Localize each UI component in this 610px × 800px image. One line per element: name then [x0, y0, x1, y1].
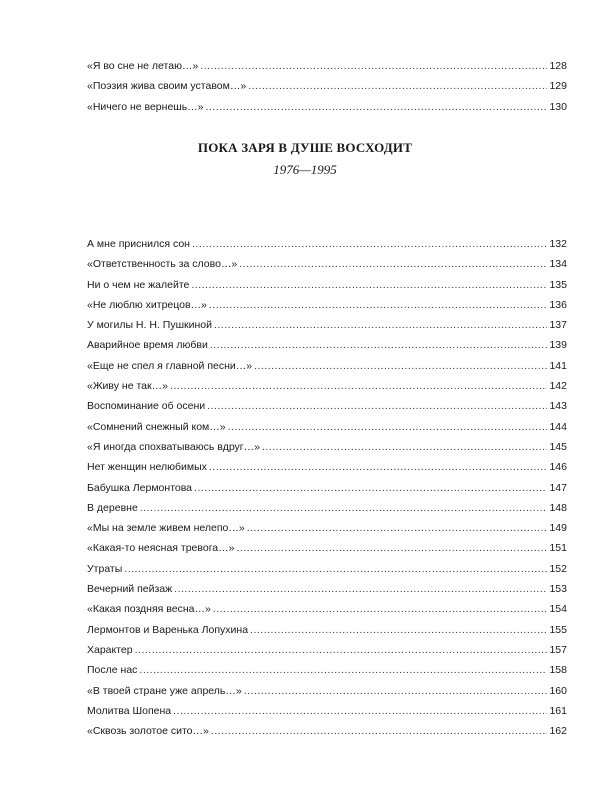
toc-dot-leader [262, 437, 548, 457]
toc-entry[interactable] [87, 335, 567, 355]
toc-entry-title: «Ответственность за слово…» [87, 258, 238, 271]
toc-dot-leader [236, 538, 547, 558]
toc-entry-page-number: 152 [549, 562, 567, 575]
toc-entry-title: А мне приснился сон [87, 238, 190, 250]
toc-entry[interactable] [87, 417, 567, 437]
toc-entry[interactable] [87, 660, 567, 680]
toc-entry[interactable] [87, 518, 567, 538]
toc-entry[interactable] [87, 295, 567, 315]
toc-entry[interactable] [87, 356, 567, 376]
toc-entry-page-number: 153 [549, 583, 567, 596]
toc-entry[interactable] [87, 640, 567, 660]
toc-entry[interactable] [87, 701, 567, 721]
toc-dot-leader [135, 640, 548, 660]
toc-entry-title: «Какая-то неясная тревога…» [87, 542, 235, 555]
toc-entry[interactable] [87, 478, 567, 498]
toc-entry-title: «Ничего не вернешь…» [87, 100, 204, 113]
toc-entry-title: Молитва Шопена [87, 704, 172, 717]
toc-dot-leader [209, 295, 548, 315]
toc-dot-leader [248, 76, 547, 96]
toc-dot-leader [192, 234, 547, 254]
toc-entry-title: У могилы Н. Н. Пушкиной [87, 319, 212, 332]
toc-entry-page-number: 135 [549, 278, 567, 291]
toc-dot-leader [247, 518, 548, 538]
toc-entry[interactable] [87, 97, 567, 117]
toc-entry-title: «Я иногда спохватываюсь вдруг…» [87, 440, 260, 453]
toc-entry[interactable] [87, 681, 567, 701]
toc-entry[interactable] [87, 620, 567, 640]
toc-entry-page-number: 128 [549, 60, 567, 72]
toc-entry[interactable] [87, 599, 567, 619]
toc-entry-title: «В твоей стране уже апрель…» [87, 684, 242, 697]
toc-dot-leader [124, 559, 547, 579]
toc-entry-title: «Не люблю хитрецов…» [87, 298, 207, 311]
toc-entry[interactable] [87, 437, 567, 457]
toc-dot-leader [174, 579, 547, 599]
toc-entry[interactable] [87, 498, 567, 518]
toc-entry-page-number: 155 [549, 623, 567, 636]
toc-entry-title: Лермонтов и Варенька Лопухина [87, 623, 249, 636]
toc-list-main [87, 234, 567, 741]
toc-entry-title: «Сквозь золотое сито…» [87, 725, 209, 738]
toc-entry-page-number: 160 [549, 684, 567, 697]
toc-entry[interactable] [87, 538, 567, 558]
toc-entry-page-number: 146 [549, 461, 567, 474]
toc-entry-page-number: 149 [549, 522, 567, 535]
toc-entry[interactable] [87, 275, 567, 295]
toc-dot-leader [191, 275, 547, 295]
toc-entry-page-number: 161 [549, 704, 567, 717]
toc-dot-leader [210, 335, 548, 355]
toc-list-top [87, 56, 567, 117]
toc-dot-leader [239, 254, 547, 274]
toc-dot-leader [213, 599, 548, 619]
toc-entry-title: Нет женщин нелюбимых [87, 461, 207, 474]
toc-entry-page-number: 143 [549, 400, 567, 413]
toc-dot-leader [200, 56, 547, 76]
toc-entry-page-number: 151 [549, 542, 567, 555]
toc-entry-title: Аварийное время любви [87, 339, 208, 352]
toc-entry-title: Бабушка Лермонтова [87, 481, 193, 494]
toc-entry-page-number: 142 [549, 380, 567, 393]
section-years: 1976—1995 [273, 162, 337, 177]
toc-dot-leader [194, 478, 547, 498]
toc-dot-leader [244, 681, 548, 701]
toc-entry[interactable] [87, 457, 567, 477]
toc-entry-title: Ни о чем не жалейте [87, 278, 190, 291]
toc-dot-leader [207, 396, 547, 416]
toc-entry-page-number: 154 [549, 603, 567, 616]
toc-entry-page-number: 136 [549, 298, 567, 311]
toc-entry-title: «Мы на земле живем нелепо…» [87, 522, 245, 535]
toc-entry-title: Характер [87, 643, 133, 656]
toc-entry[interactable] [87, 559, 567, 579]
toc-entry-page-number: 148 [549, 501, 567, 514]
toc-entry[interactable] [87, 376, 567, 396]
toc-entry[interactable] [87, 76, 567, 96]
toc-entry-title: Воспоминание об осени [87, 400, 206, 413]
toc-entry-page-number: 134 [549, 258, 567, 271]
toc-dot-leader [250, 620, 547, 640]
toc-entry-title: «Еще не спел я главной песни…» [87, 359, 253, 372]
toc-entry-page-number: 141 [549, 359, 567, 372]
toc-entry-title: В деревне [87, 501, 138, 514]
toc-dot-leader [254, 356, 547, 376]
toc-entry[interactable] [87, 396, 567, 416]
toc-entry-page-number: 132 [549, 238, 567, 250]
toc-entry-title: Вечерний пейзаж [87, 583, 173, 596]
toc-dot-leader [214, 315, 548, 335]
toc-dot-leader [206, 97, 548, 117]
toc-entry[interactable] [87, 721, 567, 741]
toc-entry-title: «Живу не так…» [87, 380, 168, 393]
toc-entry-page-number: 139 [549, 339, 567, 352]
toc-dot-leader [139, 660, 547, 680]
toc-dot-leader [228, 417, 548, 437]
toc-entry-title: «Какая поздняя весна…» [87, 603, 211, 616]
toc-entry[interactable] [87, 234, 567, 254]
toc-entry-page-number: 157 [549, 643, 567, 656]
toc-dot-leader [211, 721, 548, 741]
toc-dot-leader [170, 376, 548, 396]
toc-entry-title: После нас [87, 664, 138, 677]
toc-entry[interactable] [87, 315, 567, 335]
toc-entry-page-number: 147 [549, 481, 567, 494]
toc-entry-title: «Поэзия жива своим уставом…» [87, 80, 247, 93]
toc-entry-page-number: 162 [549, 725, 567, 738]
toc-entry-page-number: 158 [549, 664, 567, 677]
toc-dot-leader [173, 701, 547, 721]
toc-entry-page-number: 130 [549, 100, 567, 113]
section-heading: ПОКА ЗАРЯ В ДУШЕ ВОСХОДИТ [197, 140, 413, 155]
toc-entry-page-number: 145 [549, 440, 567, 453]
toc-dot-leader [209, 457, 548, 477]
toc-entry-title: Утраты [87, 562, 123, 575]
toc-entry-page-number: 129 [549, 80, 567, 93]
toc-entry-title: «Сомнений снежный ком…» [87, 420, 226, 433]
toc-entry[interactable] [87, 254, 567, 274]
toc-entry[interactable] [87, 56, 567, 76]
toc-entry-page-number: 137 [549, 319, 567, 332]
toc-dot-leader [140, 498, 548, 518]
toc-entry-page-number: 144 [549, 420, 567, 433]
toc-entry[interactable] [87, 579, 567, 599]
toc-entry-title: «Я во сне не летаю…» [87, 60, 199, 72]
